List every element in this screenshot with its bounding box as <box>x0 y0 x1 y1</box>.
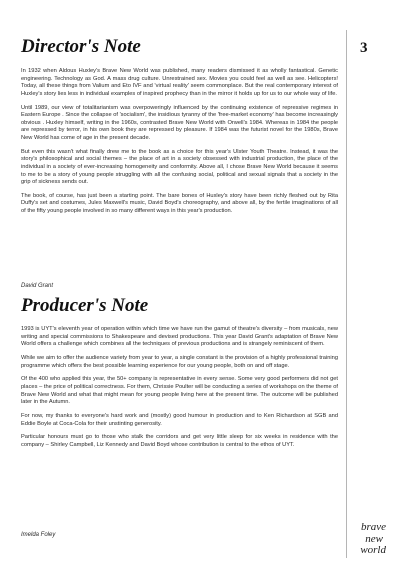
directors-note-paragraph: The book, of course, has just been a starting point. The bare bones of Huxley's story have been richly fleshed out by Rita Duffy's set and costumes, Jules Maxwell's music, David Boyd's choreography, and above all, by the fertile imaginations of all of the fifty young people involved in so many different ways in this year's production. <box>21 192 338 215</box>
logo-word: brave <box>360 521 386 533</box>
producers-note-signature: Imelda Foley <box>21 532 56 538</box>
directors-note-paragraph: Until 1989, our view of totalitarianism was overpoweringly influenced by the continuing existence of repressive regimes in Eastern Europe . Since the collapse of 'socialism', the insidious tyranny of the 'free-market economy' has become increasingly obvious . Huxley himself, writing in the 1960s, contrasted Brave New World with Orwell's 1984. Whereas in 1984 the people are repressed by terror, in his own book they are repressed by pleasure. If 1984 was the futurist novel for the 1980s, Brave New World has come of age in the present decade. <box>21 104 338 141</box>
producers-note-paragraph: 1993 is UYT's eleventh year of operation within which time we have run the gamut of theatre's diversity – from musicals, new writing and special commissions to Shakespeare and devised productions. This year David Grant's adaptation of Brave New World offers a challenge which combines all the techniques of previous productions and is strangely reminiscent of them. <box>21 326 338 348</box>
directors-note-signature: David Grant <box>21 283 54 289</box>
logo-word: world <box>360 544 386 556</box>
directors-note-paragraph: But even this wasn't what finally drew me to the book as a choice for this year's Ulster Youth Theatre. Instead, it was the story's philosophical and social themes – the place of art in a society obsessed with industrial production, the place of the individual in a society of ever-increasing homogeneity and conformity. Above all, I chose Brave New World because it seems to me to be a story of young people struggling with all the confusing social, political and sexual signals that a society in the grip of sickness sends out. <box>21 148 338 186</box>
producers-note-heading: Producer's Note <box>21 295 149 316</box>
producers-note-paragraph: Particular honours must go to those who stalk the corridors and get very little sleep for six weeks in residence with the company – Shirley Campbell, Liz Kennedy and David Boyd whose contribution is central to the ethos of UYT. <box>21 434 338 448</box>
producers-note-paragraph: Of the 400 who applied this year, the 50+ company is representative in every sense. Some very good performers did not get places – the price of political correctness. For them, Chrissie Poulter will be conducting a series of workshops on the theme of Brave New World and what that might mean for young people living here at the present time. The outcome will be published later in the Autumn. <box>21 376 338 406</box>
producers-note-paragraph: For now, my thanks to everyone's hard work and (mostly) good humour in production and to Ken Richardson at SGB and Eddie Boyle at Coca-Cola for their unstinting generosity. <box>21 412 338 427</box>
directors-note-body <box>21 68 338 222</box>
logo-word: new <box>365 532 383 545</box>
directors-note-heading: Director's Note <box>21 36 141 57</box>
page-number: 3 <box>360 40 368 56</box>
producers-note-paragraph: While we aim to offer the audience variety from year to year, a single constant is the provision of a highly professional training programme which offers the best possible learning experience for our young people, both on and off stage. <box>21 354 338 369</box>
producers-note-body <box>21 326 338 456</box>
margin-rule <box>346 30 347 558</box>
directors-note-paragraph: In 1932 when Aldous Huxley's Brave New World was published, many readers dismissed it as wholly fantastical. Genetic engineering. Technology as God. A mass drug culture. Unrestrained sex. Movies you could feel as well as see. Helicopters! Today, all these things from Valium and Eto IVF and 'virtual reality' seem commonplace. But the real contemporary interest of Huxley's story lies less in individual examples of inspired prophecy than in the mirror it holds up for us to our whole way of life. <box>21 68 338 97</box>
brave-new-world-logo <box>346 522 404 557</box>
